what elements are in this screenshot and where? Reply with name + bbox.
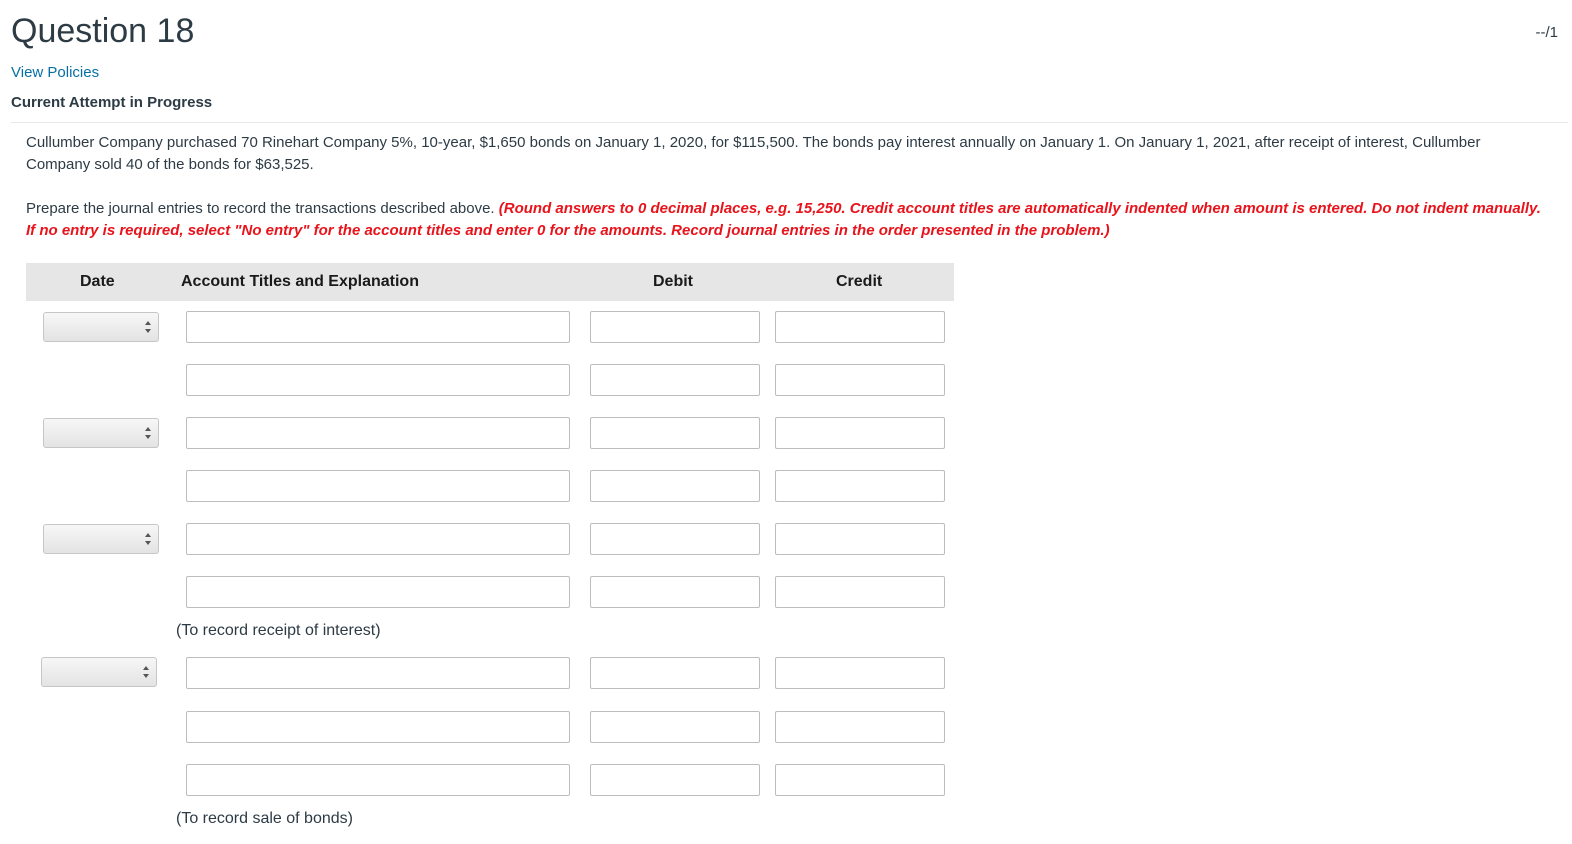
credit-input-1[interactable] bbox=[775, 311, 945, 343]
credit-input-4[interactable] bbox=[775, 470, 945, 502]
account-input-3[interactable] bbox=[186, 417, 570, 449]
account-input-4[interactable] bbox=[186, 470, 570, 502]
date-column-header: Date bbox=[80, 273, 115, 290]
debit-input-3[interactable] bbox=[590, 417, 760, 449]
account-input-8[interactable] bbox=[186, 711, 570, 743]
debit-column-header: Debit bbox=[653, 273, 693, 290]
select-arrows-icon bbox=[144, 532, 152, 546]
instructions bbox=[26, 198, 1546, 242]
question-title: Question 18 bbox=[11, 12, 195, 50]
credit-input-5[interactable] bbox=[775, 523, 945, 555]
date-select-2[interactable] bbox=[43, 418, 159, 448]
debit-input-8[interactable] bbox=[590, 711, 760, 743]
select-arrows-icon bbox=[142, 665, 150, 679]
account-input-6[interactable] bbox=[186, 576, 570, 608]
debit-input-4[interactable] bbox=[590, 470, 760, 502]
debit-input-1[interactable] bbox=[590, 311, 760, 343]
debit-input-5[interactable] bbox=[590, 523, 760, 555]
credit-input-9[interactable] bbox=[775, 764, 945, 796]
attempt-status: Current Attempt in Progress bbox=[11, 94, 213, 111]
date-select-4[interactable] bbox=[41, 657, 157, 687]
sale-entry-note: (To record sale of bonds) bbox=[176, 810, 353, 827]
instruction-note: (Round answers to 0 decimal places, e.g. 15,250. Credit account titles are automatically indented when amount is entered. Do not indent manually. If no entry is required, select "No entry" for the account titles and enter 0 for the amounts. Record journal entries in the order presented in the problem.) bbox=[26, 200, 1541, 239]
problem-text: Cullumber Company purchased 70 Rinehart Company 5%, 10-year, $1,650 bonds on January 1, 2020, for $115,500. The bonds pay interest annually on January 1. On January 1, 2021, after receipt of interest, Cullumber Company sold 40 of the bonds for $63,525. bbox=[26, 134, 1481, 173]
debit-input-2[interactable] bbox=[590, 364, 760, 396]
account-column-header: Account Titles and Explanation bbox=[181, 273, 419, 290]
credit-input-8[interactable] bbox=[775, 711, 945, 743]
date-select-1[interactable] bbox=[43, 312, 159, 342]
select-arrows-icon bbox=[144, 426, 152, 440]
credit-input-3[interactable] bbox=[775, 417, 945, 449]
credit-column-header: Credit bbox=[836, 273, 883, 290]
credit-input-7[interactable] bbox=[775, 657, 945, 689]
select-arrows-icon bbox=[144, 320, 152, 334]
date-select-3[interactable] bbox=[43, 524, 159, 554]
score-display: --/1 bbox=[1535, 24, 1558, 41]
account-input-5[interactable] bbox=[186, 523, 570, 555]
interest-entry-note: (To record receipt of interest) bbox=[176, 622, 381, 639]
account-input-7[interactable] bbox=[186, 657, 570, 689]
account-input-9[interactable] bbox=[186, 764, 570, 796]
view-policies-link[interactable]: View Policies bbox=[11, 64, 100, 81]
header-divider bbox=[11, 122, 1568, 123]
journal-table-header bbox=[26, 263, 954, 301]
credit-input-2[interactable] bbox=[775, 364, 945, 396]
debit-input-6[interactable] bbox=[590, 576, 760, 608]
debit-input-7[interactable] bbox=[590, 657, 760, 689]
instruction-text: Prepare the journal entries to record the transactions described above. bbox=[26, 200, 495, 217]
account-input-2[interactable] bbox=[186, 364, 570, 396]
credit-input-6[interactable] bbox=[775, 576, 945, 608]
debit-input-9[interactable] bbox=[590, 764, 760, 796]
account-input-1[interactable] bbox=[186, 311, 570, 343]
